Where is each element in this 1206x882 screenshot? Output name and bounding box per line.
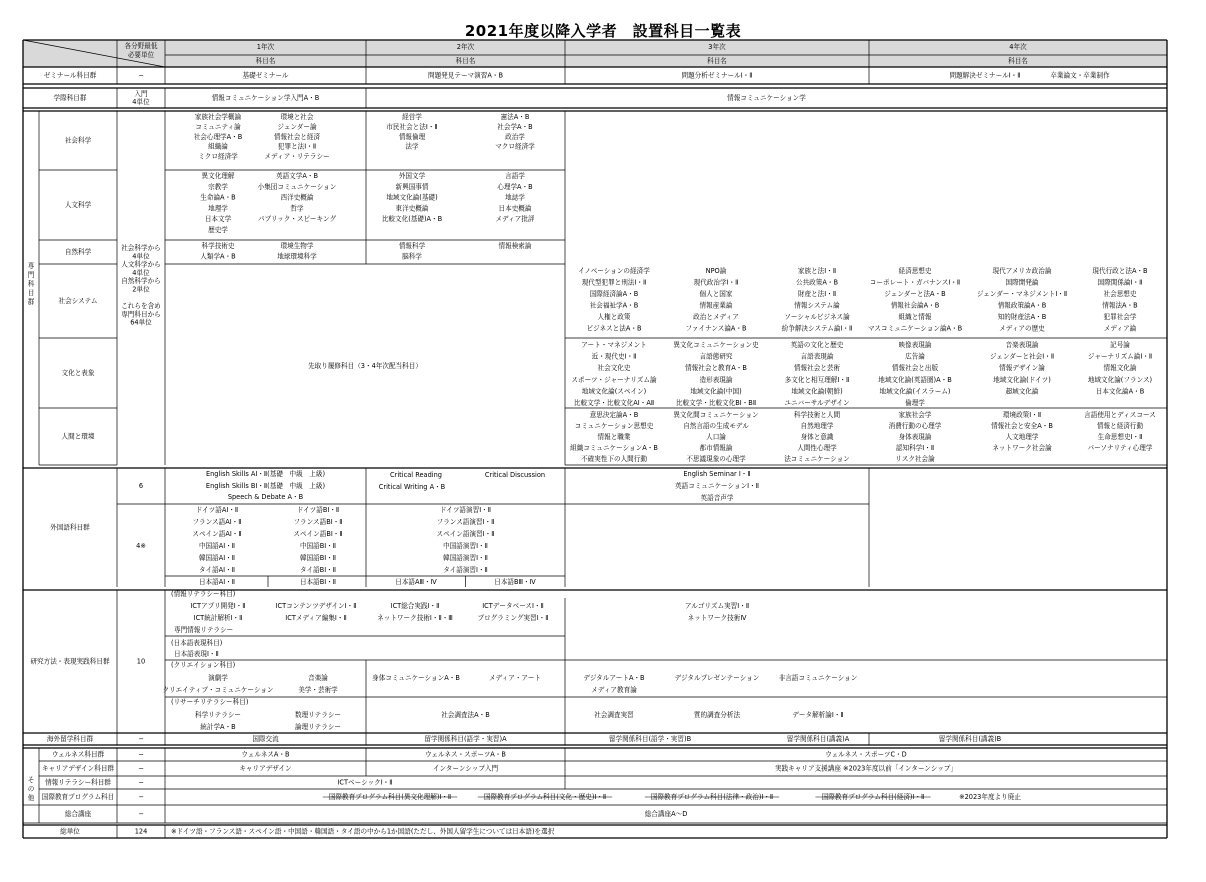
cell-text: Critical Writing A・B: [378, 483, 446, 491]
cell-text: キャリアデザイン: [239, 764, 292, 773]
cell-text: ジャーナリズム論Ⅰ・Ⅱ: [1087, 352, 1153, 361]
cell-text: 言語表現論: [800, 352, 834, 361]
subject-name-header: 科目名: [707, 57, 727, 65]
cell-text: ICT統計解析Ⅰ・Ⅱ: [193, 614, 243, 622]
discontinued-course: 国際教育プログラム科目(法律・政治)Ⅰ・Ⅱ: [650, 793, 774, 801]
cell-text: 情報社会と安全A・B: [991, 422, 1053, 430]
cell-text: デジタルアートA・B: [583, 674, 645, 682]
units: −: [138, 71, 144, 80]
cell-text: Speech & Debate A・B: [227, 493, 304, 501]
cell-text: パーソナリティ心理学: [1087, 444, 1153, 452]
row-label-culture: 文化と表象: [61, 369, 95, 377]
row-label-intl_edu: 国際教育プログラム科目: [41, 793, 115, 801]
cell-text: 地域文化論(英語圏)A・B: [878, 375, 952, 384]
cell-text: 知的財産法A・B: [997, 313, 1047, 321]
cell-text: NPO論: [705, 267, 727, 275]
min-units-header: 必要単位: [127, 51, 155, 59]
cell-text: コーポレート・ガバナンスⅠ・Ⅱ: [869, 278, 961, 287]
cell-text: 国際関係論Ⅰ・Ⅱ: [1097, 278, 1143, 287]
total-note: ※ドイツ語・フランス語・スペイン語・中国語・韓国語・タイ語の中から1か国語(ただし、外国人留学生については日本語)を選択: [171, 827, 555, 836]
cell-text: 情報政策論A・B: [997, 301, 1047, 310]
cell-text: ジェンダーと法A・B: [884, 290, 946, 298]
units: 6: [138, 482, 144, 490]
cell-text: 紛争解決システム論Ⅰ・Ⅱ: [781, 324, 853, 333]
cell-text: ICTアプリ開発Ⅰ・Ⅱ: [190, 602, 246, 610]
cell-text: 政治とメディア: [693, 313, 739, 321]
cell-text: メディア・アート: [488, 674, 542, 682]
cell-text: 西洋史概論: [280, 193, 314, 202]
cell-text: 造形表現論: [699, 375, 733, 384]
cell-text: 情報デザイン論: [999, 364, 1045, 373]
cell-text: ネットワーク技術Ⅳ: [687, 614, 747, 622]
cell-text: 環境政策Ⅰ・Ⅱ: [1002, 411, 1042, 419]
cell-text: 演劇学: [208, 674, 228, 682]
cell-text: 比較文化(基礎)A・B: [381, 215, 443, 224]
table-text: [28, 41, 1156, 836]
cell-text: 音楽論: [308, 674, 328, 682]
cell-text: 科学技術史: [201, 242, 235, 250]
cell-text: 日本語AⅠ・Ⅱ: [198, 578, 236, 586]
cell-text: 情報社会と経済: [273, 132, 321, 141]
cell-text: フランス語演習Ⅰ・Ⅱ: [436, 518, 495, 526]
cell-text: ファイナンス論A・B: [685, 324, 747, 333]
row-label-human_env: 人間と環境: [61, 432, 95, 441]
row-label-social_system: 社会システム: [58, 297, 98, 305]
cell-text: 情報コミュニケーション学入門A・B: [211, 94, 320, 102]
cell-text: 宗教学: [208, 182, 228, 191]
cell-text: 不確実性下の人間行動: [581, 455, 647, 463]
row-label-research: 研究方法・表現実践科目群: [30, 657, 110, 666]
cell-text: 歴史学: [208, 226, 228, 234]
cell-text: 日本語表現Ⅰ・Ⅱ: [174, 650, 219, 658]
cell-text: 地域文化論(イスラーム): [879, 387, 951, 396]
cell-text: 論理リテラシー: [294, 723, 342, 731]
cell-text: 広告論: [905, 352, 925, 361]
cell-text: 新興国事情: [395, 182, 429, 191]
cell-text: 異文化コミュニケーション史: [673, 341, 759, 349]
cell-text: 問題発見テーマ演習A・B: [428, 71, 503, 80]
cell-text: 英語コミュニケーションⅠ・Ⅱ: [675, 482, 759, 490]
units: 4単位: [132, 252, 150, 261]
cell-text: 人文地理学: [1005, 433, 1039, 441]
cell-text: マスコミュニケーション論A・B: [867, 324, 963, 333]
total-units: 124: [134, 827, 148, 836]
cell-text: 社会心理学A・B: [193, 132, 243, 141]
cell-text: ドイツ語AⅠ・Ⅱ: [195, 506, 239, 514]
discontinued-course: 国際教育プログラム科目(異文化理解)Ⅰ・Ⅱ: [328, 793, 452, 801]
cell-text: ジェンダーと社会Ⅰ・Ⅱ: [989, 352, 1055, 361]
cell-text: 地域文化論(朝鮮): [791, 387, 843, 396]
cell-text: 地域文化論(中国): [690, 387, 742, 396]
cell-text: 生命思想史Ⅰ・Ⅱ: [1097, 433, 1143, 441]
cell-text: 情報と職業: [597, 433, 631, 441]
cell-text: 社会福祉学A・B: [589, 301, 639, 310]
cell-text: Critical Discussion: [484, 471, 546, 479]
cell-text: データ解析論Ⅰ・Ⅱ: [792, 711, 844, 719]
cell-text: 数理リテラシー: [294, 711, 342, 719]
row-label-foreign: 外国語科目群: [50, 523, 90, 532]
side-label-specialized: 専: [27, 262, 35, 270]
cell-text: 認知科学Ⅰ・Ⅱ: [895, 444, 935, 452]
cell-text: 科学リテラシー: [194, 711, 242, 719]
cell-text: 超域文化論: [1005, 387, 1039, 396]
units: 64単位: [130, 318, 152, 327]
year-header: 2年次: [456, 43, 475, 51]
cell-text: 異文化理解: [201, 172, 235, 180]
cell-text: 哲学: [290, 204, 304, 213]
cell-text: 基礎ゼミナール: [242, 71, 289, 80]
side-label-specialized: 群: [27, 298, 35, 306]
section-head: (リサーチリテラシー科目): [171, 698, 249, 706]
cell-text: 財産と法Ⅰ・Ⅱ: [797, 290, 837, 298]
cell-text: 比較文学・比較文化BⅠ・BⅡ: [675, 399, 757, 407]
cell-text: 問題分析ゼミナールⅠ・Ⅱ: [681, 71, 753, 80]
page-title: 2021年度以降入学者 設置科目一覧表: [464, 22, 742, 40]
cell-text: アルゴリズム実習Ⅰ・Ⅱ: [684, 602, 750, 610]
cell-text: 記号論: [1110, 341, 1130, 349]
cell-text: 異文化間コミュニケーション: [673, 411, 759, 419]
cell-text: 日本語AⅢ・Ⅳ: [395, 578, 437, 586]
cell-text: 英語音声学: [700, 494, 734, 502]
cell-text: 犯罪社会学: [1103, 313, 1137, 321]
cell-text: 不思議現象の心理学: [686, 455, 746, 463]
cell-text: マクロ経済学: [495, 142, 535, 151]
cell-text: ソーシャルビジネス論: [784, 313, 850, 321]
units: 自然科学から: [121, 277, 161, 286]
cell-text: ICTベーシックⅠ・Ⅱ: [337, 778, 393, 787]
cell-text: 生命論A・B: [200, 193, 236, 202]
units: −: [138, 810, 144, 818]
cell-text: ウェルネス・スポーツC・D: [825, 750, 907, 759]
cell-text: 日本文学: [204, 215, 232, 224]
cell-text: メディア教育論: [591, 686, 637, 694]
cell-text: 映像表現論: [898, 341, 932, 349]
cell-text: 組織コミュニケーションA・B: [570, 444, 658, 452]
cell-text: 脳科学: [402, 252, 422, 261]
cell-text: 身体コミュニケーションA・B: [372, 674, 460, 682]
cell-text: ICTメディア編集Ⅰ・Ⅱ: [285, 614, 347, 622]
section-head: (日本語表現科目): [171, 639, 223, 647]
cell-text: 地球環境科学: [277, 252, 317, 261]
cell-text: 情報検索論: [498, 242, 532, 250]
cell-text: English Seminar Ⅰ・Ⅱ: [683, 470, 751, 478]
cell-text: ICTデータベースⅠ・Ⅱ: [482, 602, 544, 610]
units: −: [138, 735, 144, 743]
cell-text: 組織と情報: [898, 313, 932, 321]
cell-text: 組織論: [208, 142, 228, 151]
cell-text: ICTコンテンツデザインⅠ・Ⅱ: [275, 602, 357, 610]
cell-text: 留学関係科目(語学・実習)B: [608, 735, 692, 743]
row-label-wellness: ウェルネス科目群: [51, 750, 105, 759]
discontinued-course: 国際教育プログラム科目(経済)Ⅰ・Ⅱ: [821, 793, 925, 801]
cell-text: 多文化と相互理解Ⅰ・Ⅱ: [784, 375, 850, 384]
cell-text: 市民社会と法Ⅰ・Ⅱ: [386, 122, 438, 131]
cell-text: 家族と法Ⅰ・Ⅱ: [797, 267, 837, 275]
row-label-info_lit: 情報リテラシー科目群: [45, 778, 111, 787]
cell-text: 意思決定論A・B: [589, 411, 639, 419]
cell-text: 言語態研究: [699, 352, 733, 361]
cell-text: 留学関係科目(講義)A: [786, 735, 850, 743]
year-header: 4年次: [1009, 43, 1027, 51]
cell-text: 身体表現論: [898, 433, 932, 441]
cell-text: 地域文化論(ドイツ): [993, 375, 1051, 384]
year-header: 1年次: [256, 43, 275, 51]
side-label-other: の: [27, 785, 35, 793]
row-label-department: 学際科目群: [53, 94, 87, 102]
cell-text: イノベーションの経済学: [578, 267, 650, 275]
cell-text: 人口論: [706, 433, 726, 441]
cell-text: 自然地理学: [800, 422, 834, 430]
cell-text: コミュニケーション思想史: [574, 422, 654, 430]
cell-text: コミュニティ論: [195, 122, 241, 131]
cell-text: 環境と社会: [280, 113, 314, 121]
cell-text: フランス語BⅠ・Ⅱ: [293, 518, 343, 526]
cell-text: ジェンダー論: [277, 122, 317, 131]
units: −: [138, 778, 144, 787]
cell-text: 心理学A・B: [497, 182, 533, 191]
cell-text: 家族社会学概論: [194, 113, 242, 121]
cell-text: リスク社会論: [895, 455, 935, 463]
cell-text: ドイツ語演習Ⅰ・Ⅱ: [439, 506, 492, 514]
cell-text: 日本史概論: [498, 204, 532, 213]
cell-text: 犯罪と法Ⅰ・Ⅱ: [277, 142, 317, 151]
cell-text: 政治学: [505, 132, 525, 141]
cell-text: 英語文学A・B: [275, 172, 319, 180]
cell-text: 言語使用とディスコース: [1084, 411, 1156, 419]
cell-text: 非言語コミュニケーション: [778, 674, 858, 682]
cell-text: 専門情報リテラシー: [174, 626, 234, 634]
cell-text: 日本語BⅠ・Ⅱ: [299, 578, 337, 586]
cell-text: 社会思想史: [1103, 290, 1137, 298]
cell-text: ネットワーク技術Ⅰ・Ⅱ・Ⅲ: [377, 614, 453, 622]
cell-text: 人類学A・B: [200, 252, 236, 261]
cell-text: 経営学: [402, 113, 422, 121]
units: 4単位: [132, 268, 150, 277]
cell-text: ウェルネス・スポーツA・B: [425, 750, 506, 759]
cell-text: 言語学: [505, 172, 525, 180]
cell-text: 質的調査分析法: [693, 711, 741, 719]
cell-text: 社会調査実習: [594, 711, 634, 719]
cell-text: 問題解決ゼミナールⅠ・Ⅱ: [949, 71, 1021, 80]
cell-text: English Skills BⅠ・Ⅱ(基礎 中級 上級): [205, 482, 326, 490]
cell-text: 人権と政策: [597, 313, 631, 321]
cell-text: インターンシップ入門: [432, 764, 499, 773]
cell-text: 経済思想史: [898, 267, 932, 275]
cell-text: メディア論: [1103, 324, 1137, 333]
cell-text: ジェンダー・マネジメントⅠ・Ⅱ: [976, 290, 1068, 298]
cell-text: 倫理学: [905, 399, 925, 407]
cell-text: 人間性心理学: [797, 444, 837, 452]
cell-text: 情報法A・B: [1102, 301, 1138, 310]
cell-text: 現代行政と法A・B: [1092, 267, 1148, 275]
cell-text: 東洋史概論: [395, 204, 429, 213]
side-label-specialized: 門: [27, 271, 35, 279]
cell-text: 日本語BⅢ・Ⅳ: [494, 578, 536, 586]
subject-name-header: 科目名: [1008, 57, 1028, 65]
cell-text: 地誌学: [505, 193, 525, 202]
cell-text: 留学関係科目(講義)B: [938, 735, 1002, 743]
side-label-other: 他: [27, 794, 35, 802]
cell-text: 日本文化論A・B: [1095, 387, 1145, 396]
units: −: [138, 793, 144, 801]
units: これらを含め: [121, 302, 161, 311]
cell-text: 美学・芸術学: [298, 686, 338, 694]
cell-text: English Skills AⅠ・Ⅱ(基礎 中級 上級): [205, 470, 326, 478]
cell-text: スペイン語BⅠ・Ⅱ: [293, 530, 343, 538]
section-head: (クリエイション科目): [171, 661, 236, 669]
header-band: [23, 40, 1167, 67]
cell-text: 環境生物学: [280, 242, 314, 250]
cell-text: ビジネスと法A・B: [586, 324, 642, 333]
cell-text: 法コミュニケーション: [784, 455, 850, 463]
cell-text: パブリック・スピーキング: [257, 215, 337, 224]
cell-text: タイ語AⅠ・Ⅱ: [199, 566, 235, 574]
cell-text: ウェルネスA・B: [241, 750, 290, 759]
cell-text: 社会文化史: [597, 364, 631, 373]
advance-note: 先取り履修科目（3・4年次配当科目）: [308, 362, 422, 370]
row-label-career: キャリアデザイン科目群: [41, 764, 115, 773]
cell-text: 情報科学: [398, 242, 426, 250]
cell-text: 入門: [134, 90, 148, 98]
discontinued-course: 国際教育プログラム科目(文化・歴史)Ⅰ・Ⅱ: [483, 793, 607, 801]
units: 2単位: [132, 285, 150, 294]
row-label-seminar: ゼミナール科目群: [43, 71, 97, 80]
cell-text: 音楽表現論: [1005, 341, 1039, 349]
row-label-natural_science: 自然科学: [64, 248, 92, 256]
min-units-header: 各分野最低: [124, 42, 158, 50]
cell-text: 総合講座A〜D: [644, 810, 688, 818]
cell-text: ICT総合実践Ⅰ・Ⅱ: [390, 602, 440, 610]
cell-text: 4単位: [132, 98, 150, 106]
cell-text: 韓国語演習Ⅰ・Ⅱ: [443, 554, 488, 562]
cell-text: スポーツ・ジャーナリズム論: [571, 375, 657, 384]
subject-name-header: 科目名: [455, 57, 476, 65]
cell-text: デジタルプレゼンテーション: [674, 674, 760, 682]
cell-text: 国際経済論A・B: [589, 290, 639, 298]
cell-text: 情報と経済行動: [1096, 422, 1144, 430]
cell-text: 卒業論文・卒業制作: [1050, 71, 1110, 80]
cell-text: スペイン語演習Ⅰ・Ⅱ: [436, 530, 495, 538]
side-label-other: そ: [27, 776, 35, 784]
cell-text: 地域文化論(基礎): [386, 193, 438, 202]
cell-text: 外国文学: [398, 172, 426, 180]
row-label-abroad: 海外留学科目群: [46, 735, 94, 743]
cell-text: 現代アメリカ政治論: [992, 267, 1052, 275]
cell-text: 法学: [405, 142, 419, 151]
row-label-social_science: 社会科学: [64, 136, 92, 145]
discontinued-note: ※2023年度より廃止: [959, 793, 1021, 801]
row-label-total: 総単位: [60, 827, 80, 836]
cell-text: 小集団コミュニケーション: [257, 182, 337, 191]
cell-text: 情報社会論A・B: [890, 301, 940, 310]
side-label-specialized: 科: [27, 280, 35, 288]
cell-text: 科学技術と人間: [793, 411, 841, 419]
units: 専門科目から: [121, 310, 161, 319]
row-label-humanities: 人文科学: [64, 201, 92, 209]
units: 10: [136, 657, 146, 666]
cell-text: 地域文化論(スペイン): [581, 387, 647, 396]
units: 4※: [136, 542, 146, 550]
cell-text: 社会調査法A・B: [441, 711, 490, 719]
cell-text: 情報倫理: [398, 132, 426, 141]
cell-text: 近・現代史Ⅰ・Ⅱ: [591, 352, 637, 361]
row-label-general: 総合講座: [64, 810, 92, 818]
cell-text: タイ語BⅠ・Ⅱ: [300, 566, 336, 574]
cell-text: 統計学A・B: [200, 723, 236, 731]
cell-text: 比較文学・比較文化AⅠ・AⅡ: [573, 399, 655, 407]
cell-text: Critical Reading: [390, 471, 442, 479]
units: −: [138, 750, 144, 759]
units: −: [138, 764, 144, 773]
cell-text: フランス語AⅠ・Ⅱ: [192, 518, 242, 526]
cell-text: 情報社会と教育A・B: [685, 364, 747, 373]
cell-text: 留学関係科目(語学・実習)A: [424, 735, 507, 743]
year-header: 3年次: [708, 43, 726, 51]
cell-text: スペイン語AⅠ・Ⅱ: [192, 530, 242, 538]
cell-text: メディアの歴史: [999, 324, 1045, 333]
cell-text: 自然言語の生成モデル: [683, 422, 749, 430]
cell-text: 現代型犯罪と刑法Ⅰ・Ⅱ: [581, 278, 647, 287]
cell-text: 情報社会と出版: [891, 364, 939, 373]
cell-text: 地域文化論(フランス): [1087, 375, 1153, 384]
cell-text: 情報システム論: [794, 301, 840, 310]
units: 人文科学から: [121, 260, 161, 269]
cell-text: 消費行動の心理学: [888, 422, 942, 430]
cell-text: 中国語AⅠ・Ⅱ: [198, 542, 236, 550]
cell-text: 憲法A・B: [500, 113, 530, 121]
cell-text: アート・マネジメント: [581, 341, 647, 349]
cell-text: ユニバーサルデザイン: [784, 399, 850, 407]
cell-text: メディア・リテラシー: [264, 152, 330, 161]
cell-text: 地理学: [208, 204, 228, 213]
cell-text: 中国語BⅠ・Ⅱ: [299, 542, 337, 550]
cell-text: 公共政策A・B: [795, 278, 839, 287]
cell-text: 情報社会と芸術: [793, 364, 841, 373]
cell-text: ミクロ経済学: [198, 152, 238, 161]
cell-text: 家族社会学: [898, 411, 932, 419]
cell-text: プログラミング実習Ⅰ・Ⅱ: [477, 614, 549, 622]
cell-text: 情報文化論: [1103, 364, 1137, 373]
cell-text: 身体と意識: [800, 433, 834, 441]
cell-text: クリエイティブ・コミュニケーション: [162, 686, 274, 694]
cell-text: 個人と国家: [699, 290, 733, 298]
cell-text: 中国語演習Ⅰ・Ⅱ: [443, 542, 488, 550]
cell-text: 韓国語BⅠ・Ⅱ: [299, 554, 337, 562]
cell-text: ドイツ語BⅠ・Ⅱ: [296, 506, 340, 514]
cell-text: 都市情報論: [699, 444, 733, 452]
subject-name-header: 科目名: [255, 57, 276, 65]
cell-text: 社会学A・B: [497, 122, 533, 131]
cell-text: 情報産業論: [699, 301, 733, 310]
cell-text: 実践キャリア支援講座 ※2023年度以前「インターンシップ」: [775, 764, 957, 773]
section-head: (情報リテラシー科目): [171, 590, 236, 598]
cell-text: 韓国語AⅠ・Ⅱ: [198, 554, 236, 562]
cell-text: 国際交流: [252, 735, 279, 743]
cell-text: 英語の文化と歴史: [790, 341, 844, 349]
cell-text: タイ語演習Ⅰ・Ⅱ: [443, 566, 488, 574]
side-label-specialized: 目: [27, 289, 35, 297]
units: 社会科学から: [121, 244, 161, 252]
cell-text: 現代政治学Ⅰ・Ⅱ: [693, 278, 739, 287]
cell-text: メディア批評: [495, 215, 535, 224]
cell-text: 国際開発論: [1005, 278, 1039, 287]
cell-text: 情報コミュニケーション学: [727, 94, 806, 102]
cell-text: ネットワーク社会論: [992, 444, 1052, 452]
